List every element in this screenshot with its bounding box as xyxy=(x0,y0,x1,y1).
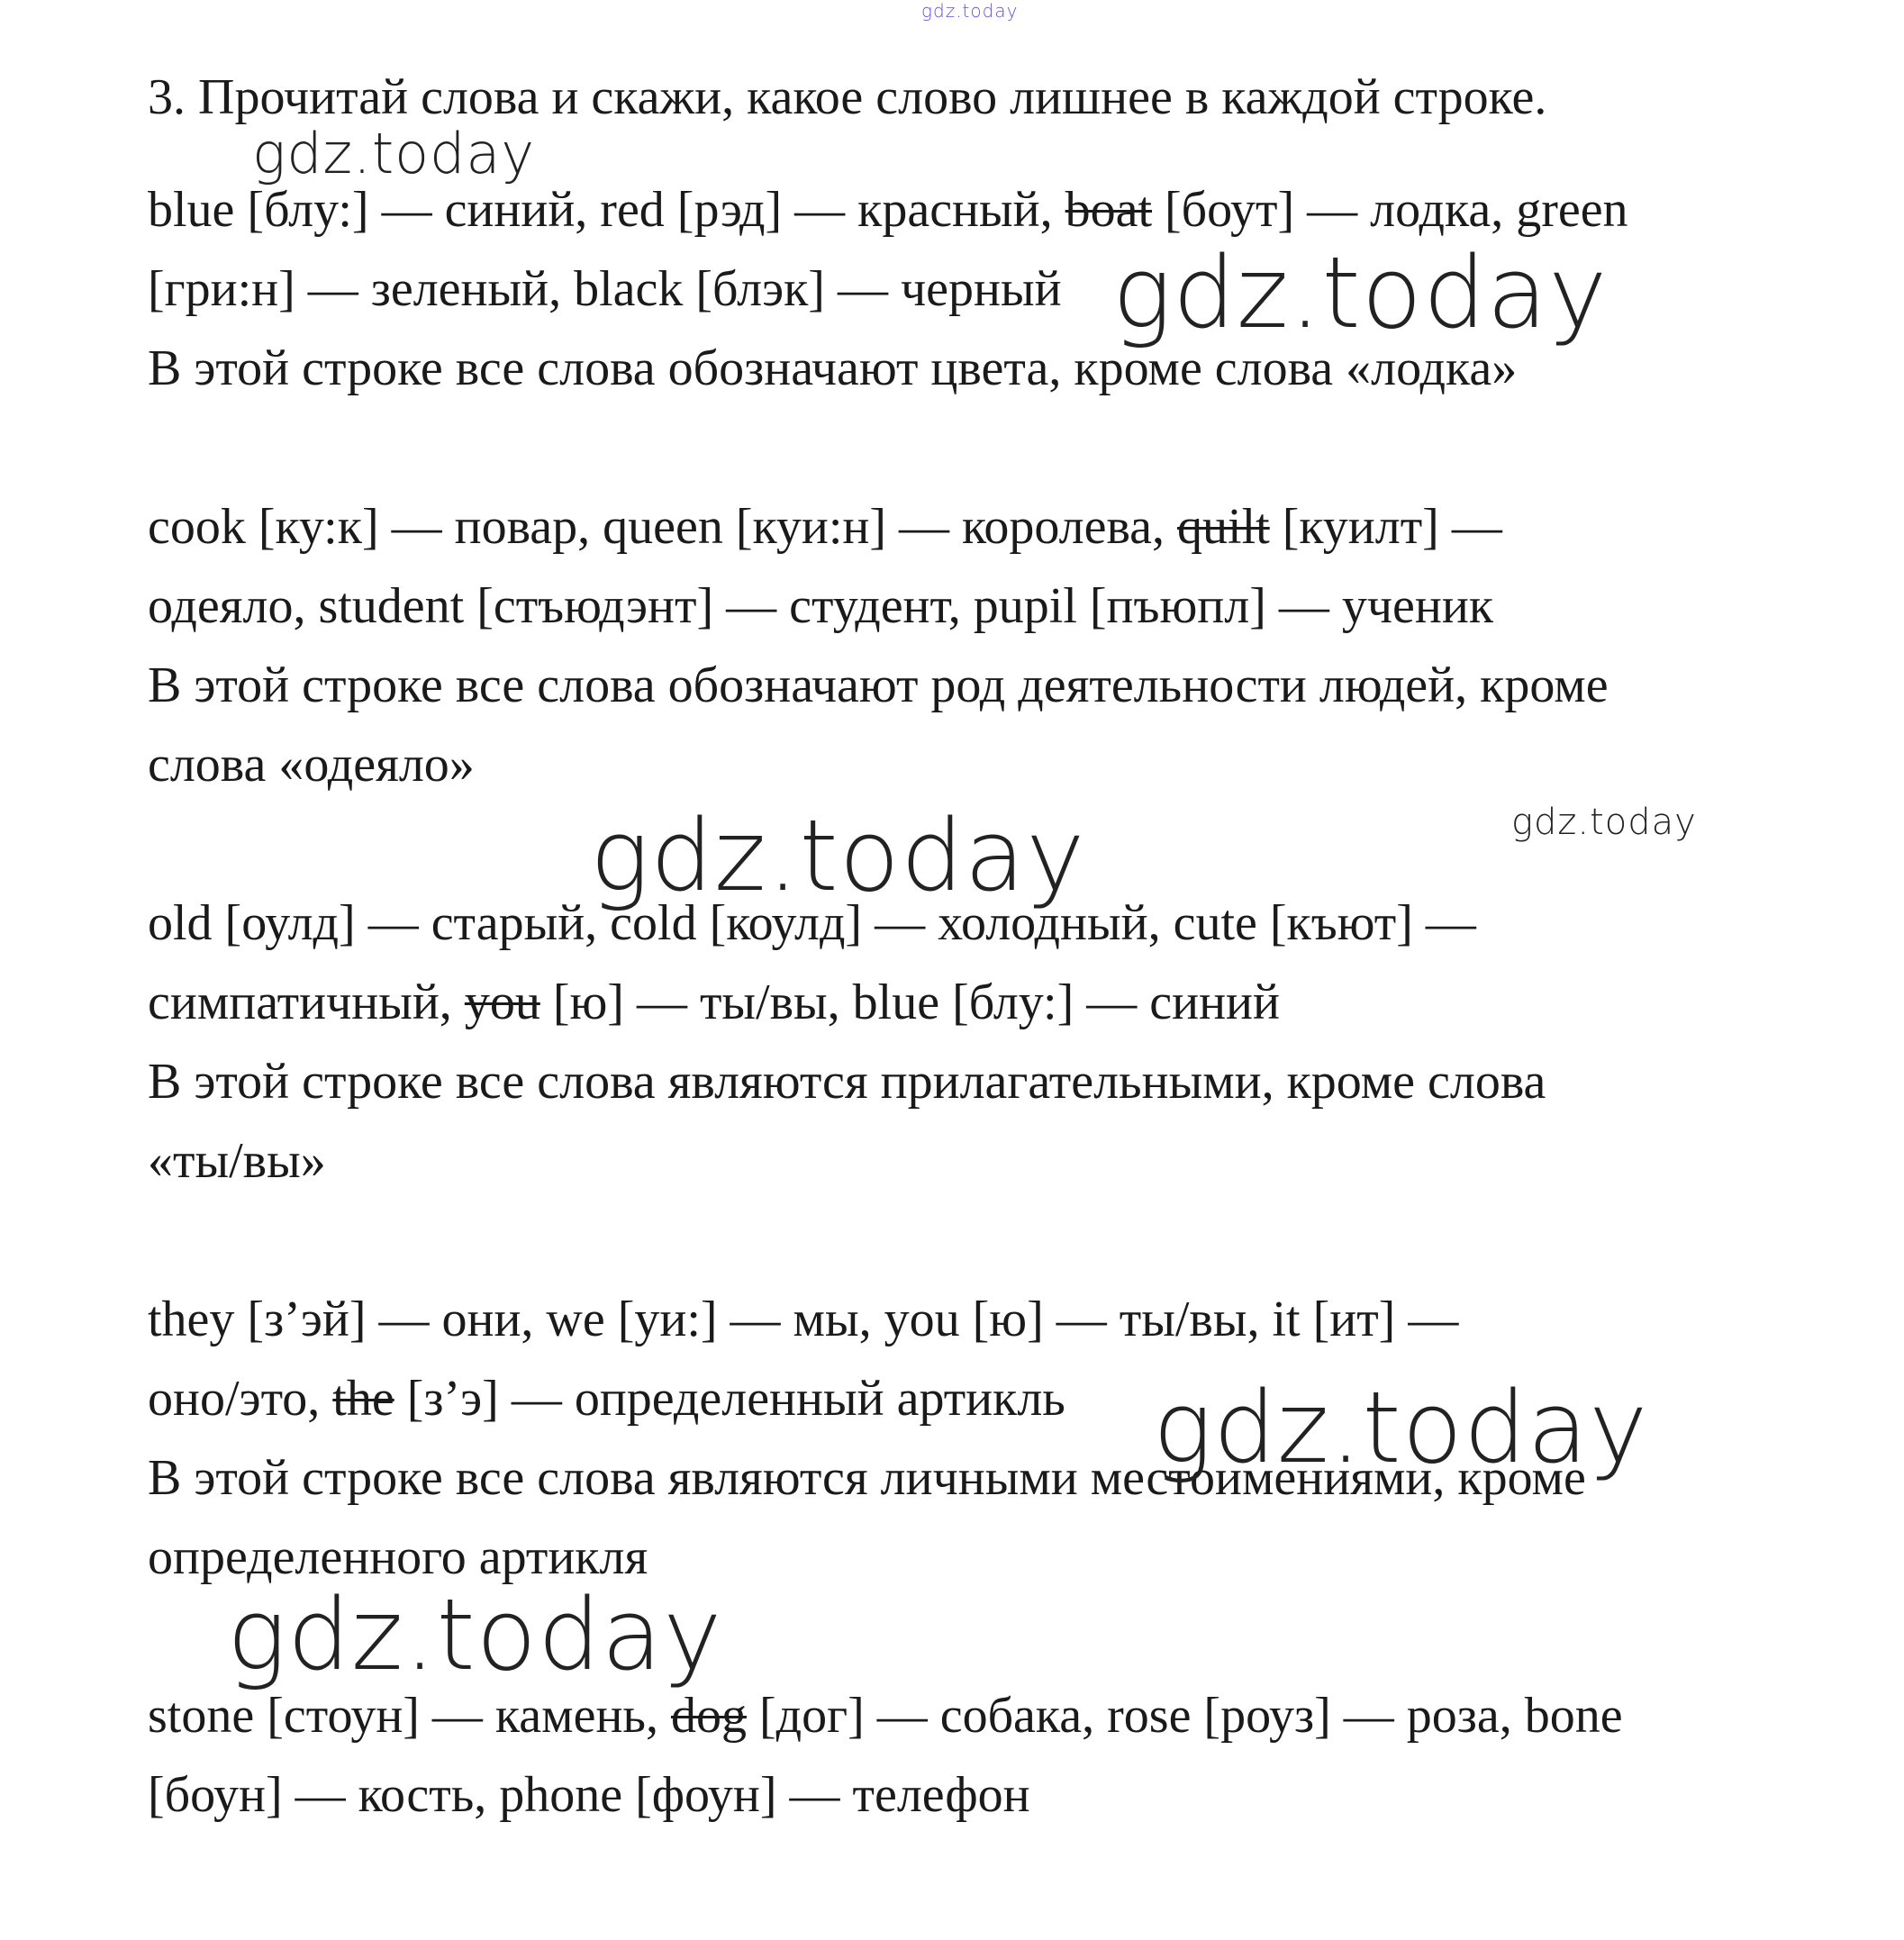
watermark: gdz.today xyxy=(252,121,536,186)
watermark: gdz.today xyxy=(227,1577,723,1692)
crossed-out-word: the xyxy=(332,1371,394,1427)
group-1-answer: В этой строке все слова обозначают цвета, кроме слова «лодка» xyxy=(148,340,1518,396)
text-segment: [боут] — лодка, green xyxy=(1152,182,1628,238)
group-4-answer-2: определенного артикля xyxy=(148,1529,648,1585)
crossed-out-word: dog xyxy=(670,1688,747,1744)
text-segment: [ю] — ты/вы, blue [блу:] — синий xyxy=(539,975,1280,1030)
watermark: gdz.today xyxy=(1112,235,1609,350)
text-segment: оно/это, xyxy=(148,1371,333,1427)
group-2-line-2: одеяло, student [стъюдэнт] — студент, pupil [пъюпл] — ученик xyxy=(148,578,1494,634)
group-5-line-1 xyxy=(148,1688,1623,1744)
watermark: gdz.today xyxy=(1511,802,1697,843)
task-title: 3. Прочитай слова и скажи, какое слово лишнее в каждой строке. xyxy=(148,69,1547,125)
text-segment: [дог] — собака, rose [роуз] — роза, bone xyxy=(746,1688,1623,1744)
watermark-top: gdz.today xyxy=(921,0,1019,22)
text-segment: [з’э] — определенный артикль xyxy=(394,1371,1065,1427)
group-5-line-2: [боун] — кость, phone [фоун] — телефон xyxy=(148,1767,1030,1823)
text-segment: blue [блу:] — синий, red [рэд] — красный, xyxy=(148,182,1065,238)
group-4-line-1: they [з’эй] — они, we [уи:] — мы, you [ю] — ты/вы, it [ит] — xyxy=(148,1292,1459,1347)
text-segment: cook [ку:к] — повар, queen [куи:н] — королева, xyxy=(148,499,1178,555)
group-3-answer-1: В этой строке все слова являются прилагательными, кроме слова xyxy=(148,1054,1546,1110)
watermark: gdz.today xyxy=(590,798,1086,913)
group-2-answer-2: слова «одеяло» xyxy=(148,737,475,793)
crossed-out-word: you xyxy=(464,975,540,1030)
group-1-line-1 xyxy=(148,182,1628,238)
group-2-answer-1: В этой строке все слова обозначают род деятельности людей, кроме xyxy=(148,657,1609,713)
text-segment: stone [стоун] — камень, xyxy=(148,1688,671,1744)
group-2-line-1 xyxy=(148,499,1502,555)
watermark: gdz.today xyxy=(1153,1370,1649,1485)
text-segment: [куилт] — xyxy=(1269,499,1502,555)
group-3-line-1: old [оулд] — старый, cold [коулд] — холодный, cute [къют] — xyxy=(148,895,1476,951)
group-4-answer-1: В этой строке все слова являются личными местоимениями, кроме xyxy=(148,1450,1586,1506)
crossed-out-word: boat xyxy=(1065,182,1153,238)
group-3-answer-2: «ты/вы» xyxy=(148,1133,326,1189)
group-4-line-2 xyxy=(148,1371,1065,1427)
group-3-line-2 xyxy=(148,977,1280,1028)
text-segment: симпатичный, xyxy=(148,975,465,1030)
group-1-line-2: [гри:н] — зеленый, black [блэк] — черный xyxy=(148,261,1062,317)
crossed-out-word: quilt xyxy=(1177,499,1270,555)
